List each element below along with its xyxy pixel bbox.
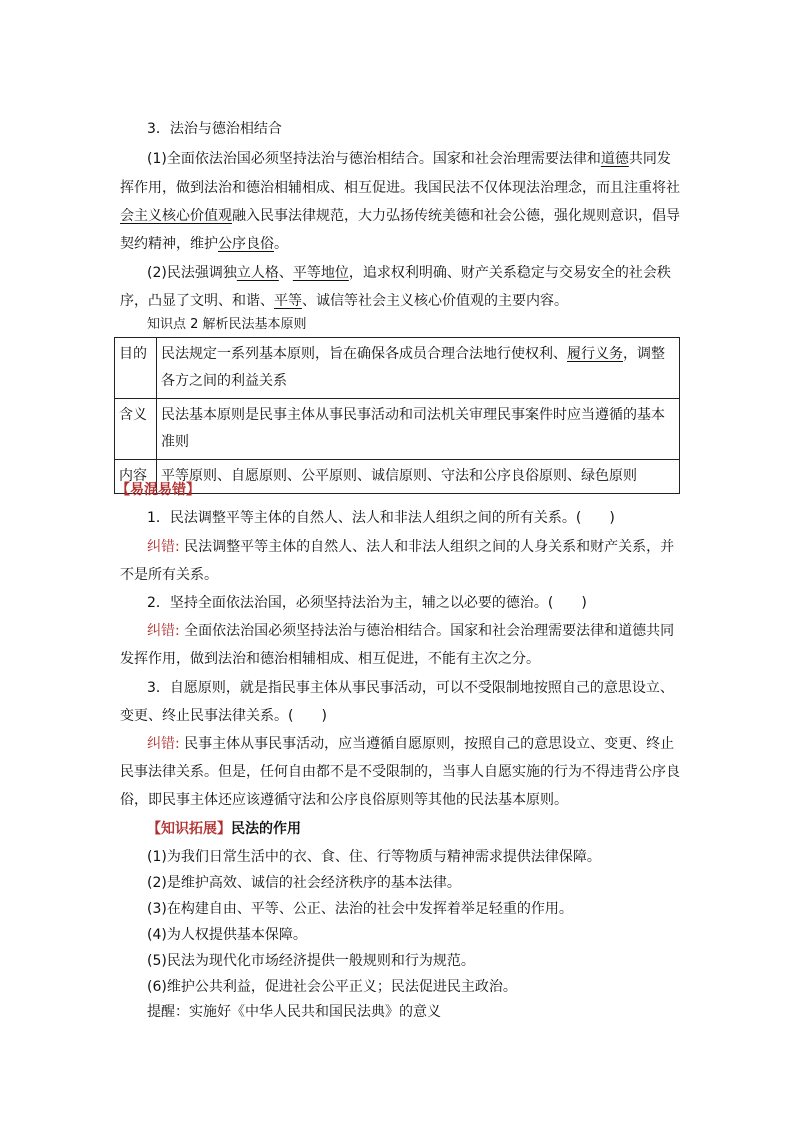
- table-row: [115, 338, 680, 399]
- table-cell: 平等原则、自愿原则、公平原则、诚信原则、守法和公序良俗原则、绿色原则: [157, 460, 680, 494]
- paragraph-line: (1)全面依法治国必须坚持法治与德治相结合。国家和社会治理需要法律和道德共同发: [147, 151, 671, 167]
- list-item: (3)在构建自由、平等、公正、法治的社会中发挥着举足轻重的作用。: [147, 901, 573, 917]
- correction-line: 纠错: 民事主体从事民事活动，应当遵循自愿原则，按照自己的意思设立、变更、终止: [147, 736, 675, 752]
- table-row-head: 目的: [115, 338, 157, 399]
- correction-line: 纠错: 全面依法治国必须坚持法治与德治相结合。国家和社会治理需要法律和道德共同: [147, 623, 675, 639]
- question-line: 变更、终止民事法律关系。( ): [120, 708, 327, 724]
- table-cell: 民法基本原则是民事主体从事民事活动和司法机关审理民事案件时应当遵循的基本准则: [157, 399, 680, 460]
- table-row: [115, 399, 680, 460]
- underlined-term: 会主义核心价值观: [120, 208, 232, 224]
- correction-line: 不是所有关系。: [120, 567, 218, 583]
- list-item: (1)为我们日常生活中的衣、食、住、行等物质与精神需求提供法律保障。: [147, 849, 601, 865]
- underlined-term: 公序良俗: [218, 236, 274, 252]
- question-line: 1．民法调整平等主体的自然人、法人和非法人组织之间的所有关系。( ): [147, 510, 615, 526]
- correction-line: 俗，即民事主体还应该遵循守法和公序良俗原则等其他的民法基本原则。: [120, 792, 568, 808]
- list-item: (2)是维护高效、诚信的社会经济秩序的基本法律。: [147, 875, 461, 891]
- paragraph-line: 挥作用，做到法治和德治相辅相成、相互促进。我国民法不仅体现法治理念，而且注重将社: [120, 180, 680, 196]
- reminder-line: 提醒：实施好《中华人民共和国民法典》的意义: [147, 1004, 441, 1020]
- correction-line: 纠错: 民法调整平等主体的自然人、法人和非法人组织之间的人身关系和财产关系，并: [147, 539, 675, 555]
- principles-table: [114, 337, 680, 494]
- extension-title: 【知识拓展】民法的作用: [147, 821, 301, 837]
- underlined-term: 道德: [600, 151, 629, 167]
- underlined-term: 平等: [274, 293, 302, 309]
- underlined-term: 履行义务: [567, 346, 623, 362]
- table-cell: 民法规定一系列基本原则，旨在确保各成员合理合法地行使权利、履行义务，调整各方之间的利益关系: [157, 338, 680, 399]
- paragraph-line: 会主义核心价值观融入民事法律规范，大力弘扬传统美德和社会公德，强化规则意识，倡导: [120, 208, 680, 224]
- list-item: (4)为人权提供基本保障。: [147, 927, 307, 943]
- list-item: (5)民法为现代化市场经济提供一般规则和行为规范。: [147, 953, 475, 969]
- mistakes-title: 【易混易错】: [116, 482, 200, 498]
- extension-tag: 【知识拓展】: [147, 821, 231, 837]
- underlined-term: 平等地位: [292, 265, 349, 281]
- knowledge-point-title: 知识点 2 解析民法基本原则: [147, 317, 307, 332]
- correction-label: 纠错:: [147, 736, 180, 752]
- paragraph-line: 序，凸显了文明、和谐、平等、诚信等社会主义核心价值观的主要内容。: [120, 293, 568, 309]
- question-line: 2．坚持全面依法治国，必须坚持法治为主，辅之以必要的德治。( ): [147, 595, 587, 611]
- question-line: 3．自愿原则，就是指民事主体从事民事活动，可以不受限制地按照自己的意思设立、: [147, 680, 674, 696]
- table-row-head: 内容: [115, 460, 157, 494]
- table-row-head: 含义: [115, 399, 157, 460]
- correction-label: 纠错:: [147, 623, 180, 639]
- correction-label: 纠错:: [147, 539, 180, 555]
- correction-line: 发挥作用，做到法治和德治相辅相成、相互促进，不能有主次之分。: [120, 651, 540, 667]
- correction-line: 民事法律关系。但是，任何自由都不是不受限制的，当事人自愿实施的行为不得违背公序良: [120, 764, 680, 780]
- reminder-label: 提醒：: [147, 1004, 189, 1020]
- underlined-term: 立人格: [236, 265, 279, 281]
- section-heading: 3．法治与德治相结合: [147, 121, 282, 137]
- list-item: (6)维护公共利益，促进社会公平正义；民法促进民主政治。: [147, 979, 517, 995]
- paragraph-line: 契约精神，维护公序良俗。: [120, 236, 288, 252]
- paragraph-line: (2)民法强调独立人格、平等地位，追求权利明确、财产关系稳定与交易安全的社会秩: [147, 265, 671, 281]
